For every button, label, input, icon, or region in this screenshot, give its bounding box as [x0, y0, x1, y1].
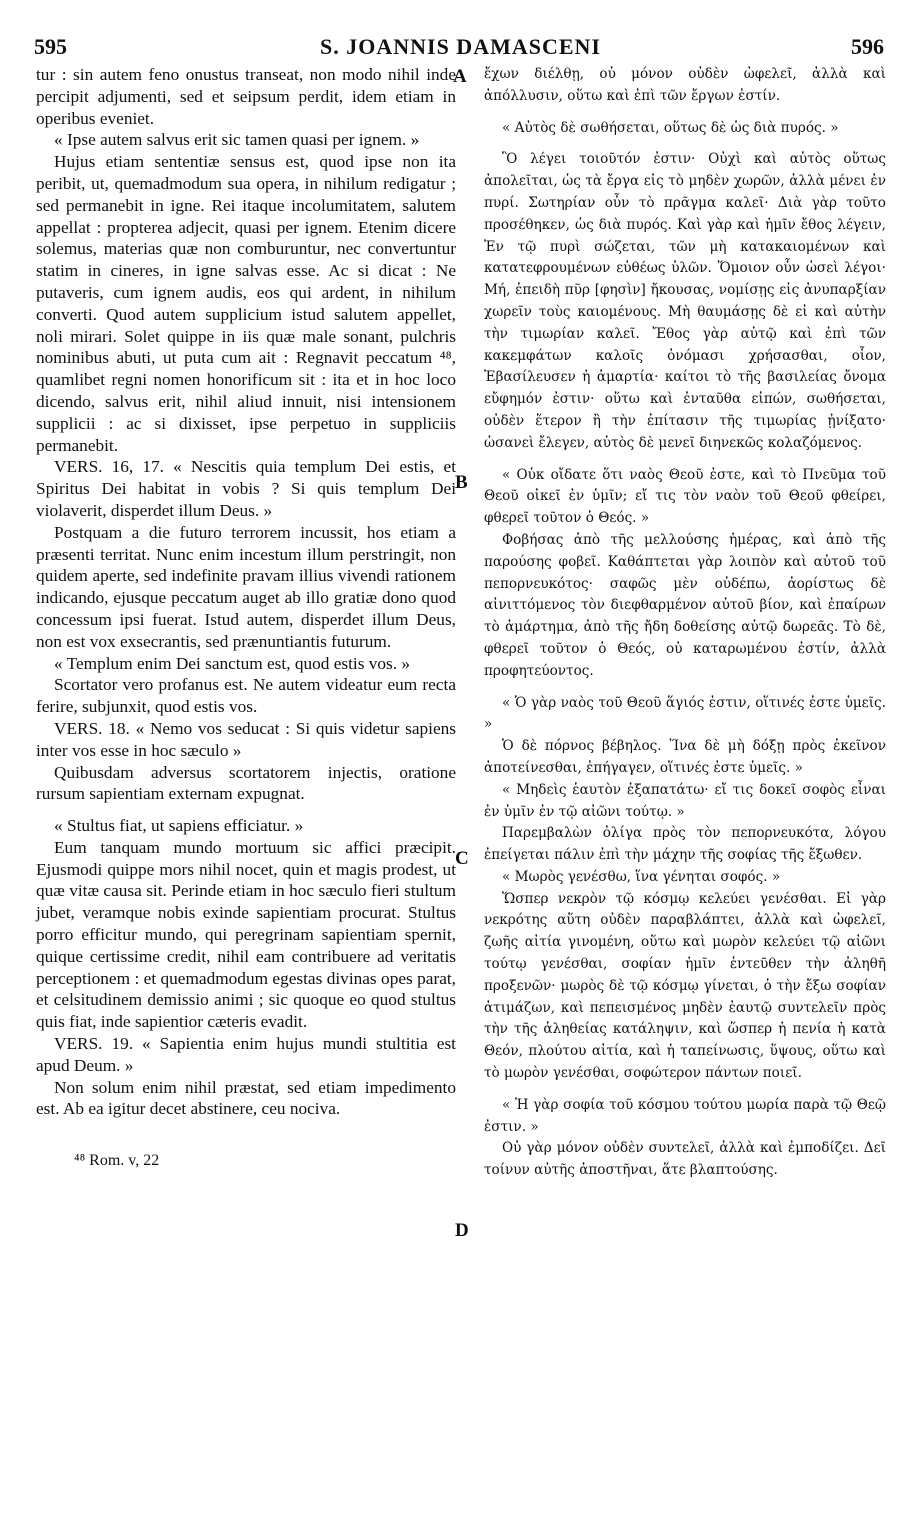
footnote: ⁴⁸ Rom. v, 22: [74, 1152, 160, 1170]
greek-quote: « Οὐκ οἴδατε ὅτι ναὸς Θεοῦ ἐστε, καὶ τὸ Πνεῦμα τοῦ Θεοῦ οἰκεῖ ἐν ὑμῖν; εἴ τις τὸν ναὸν τοῦ Θεοῦ φθείρει, φθερεῖ τοῦτον ὁ Θεός. »: [484, 466, 886, 527]
greek-paragraph: Ὥσπερ νεκρὸν τῷ κόσμῳ κελεύει γενέσθαι. Εἰ γὰρ νεκρότης αὕτη οὐδὲν παραβλάπτει, ἀλλὰ καὶ ὠφελεῖ, ζωῆς αἰτία γινομένη, οὕτω καὶ μωρὸν κελεύει τῷ αἰῶνι τούτῳ γενέσθαι, σοφίαν ἡμῖν ἐντεῦθεν τὴν ἀληθῆ προξενῶν· μωρὸς δὲ τῷ κόσμῳ γίνεται, ὁ τὴν ἔξω σοφίαν ἀτιμάζων, καὶ πεπεισμένος μηδὲν ἑαυτῷ συντελεῖν πρὸς τὴν τῆς ἀληθείας κατάληψιν, καὶ ὥσπερ ἡ πενία ἡ κατὰ Θεόν, πλούτου αἰτία, καὶ ἡ ταπείνωσις, ὕψους, οὕτω καὶ τὸ μωρὸν γενέσθαι, σοφώτερον πάντων ποιεῖ.: [484, 890, 886, 1082]
greek-paragraph: Ὃ λέγει τοιοῦτόν ἐστιν· Οὐχὶ καὶ αὐτὸς οὕτως ἀπολεῖται, ὡς τὰ ἔργα εἰς τὸ μηδὲν χωρῶν, ἀλλὰ μένει ἐν πυρί. Σωτηρίαν οὖν τὸ πρᾶγμα καλεῖ· Διὰ γὰρ τοῦτο προσέθηκεν, ὡς διὰ πυρός. Καὶ γὰρ καὶ ἡμῖν ἔθος λέγειν, Ἐν τῷ πυρὶ σώζεται, τῶν μὴ κατακαιομένων καὶ κατατεφρουμένων εὐθέως ὑλῶν. Ὅμοιον οὖν ὡσεὶ λέγοι· Μή, ἐπειδὴ πῦρ [φησὶν] ἤκουσας, νομίσῃς εἰς ἀνυπαρξίαν χωρεῖν τοὺς καιομένους. Μὴ θαυμάσῃς δὲ εἰ καὶ αὐτὴν τὴν τιμωρίαν καλεῖ. Ἔθος γὰρ αὐτῷ καὶ ἐπὶ τῶν κακεμφάτων καλοῖς ὀνόμασι χρήσασθαι, οἷον, Ἐβασίλευσεν ἡ ἁμαρτία· καίτοι τὸ τῆς βασιλείας ὄνομα εὔφημόν ἐστιν· οὕτω καὶ ἐνταῦθα εἰπών, σωθήσεται, οὐδὲν ἕτερον ἢ τὴν ἐπίτασιν τῆς τιμωρίας ᾐνίξατο· ὡσανεὶ ἔλεγεν, αὐτὸς δὲ μενεῖ διηνεκῶς κολαζόμενος.: [484, 151, 886, 451]
latin-verse-heading: VERS. 18. « Nemo vos seducat : Si quis videtur sapiens inter vos esse in hoc sæculo »: [36, 718, 456, 760]
greek-paragraph: Φοβήσας ἀπὸ τῆς μελλούσης ἡμέρας, καὶ ἀπὸ τῆς παρούσης φοβεῖ. Καθάπτεται γὰρ λοιπὸν καὶ αὐτοῦ τοῦ πεπορνευκότος· σαφῶς μὲν οὐδέπω, ἀορίστως δὲ αἰνιττόμενος τὸν διεφθαρμένον αὐτοῦ βίον, καὶ ἐπαίρων τὸ ἁμάρτημα, ἀπὸ τῆς ἤδη δοθείσης αὐτῷ δωρεᾶς. Τὸ δὲ, φθερεῖ τοῦτον ὁ Θεός, οὐ καταρωμένου ἐστίν, ἀλλὰ προφητεύοντος.: [484, 531, 886, 679]
latin-quote: « Stultus fiat, ut sapiens efficiatur. »: [54, 816, 304, 836]
section-marker-d: D: [455, 1220, 469, 1241]
latin-paragraph: Quibusdam adversus scortatorem injectis, oratione rursum sapientiam externam expugnat.: [36, 762, 456, 804]
latin-paragraph: Eum tanquam mundo mortuum sic affici præcipit. Ejusmodi quippe mors nihil nocet, quin et magis prodest, ut quæ vitæ causa sit. Perinde etiam in hoc sæculo fieri stultum jubet, veramque nobis exinde sapientiam procurat. Stultus porro efficitur mundo, qui peregrinam sapientiam spernit, quique certissime credit, nihil eam contribuere ad veritatis perceptionem : et quemadmodum egestas divinas opes parat, et celsitudinem demissio animi ; sic quoque eo quod stultus quis fiat, inde sapientior cæteris evadit.: [36, 837, 456, 1032]
greek-paragraph: Οὐ γὰρ μόνον οὐδὲν συντελεῖ, ἀλλὰ καὶ ἐμποδίζει. Δεῖ τοίνυν αὐτῆς ἀποστῆναι, ἅτε βλαπτούσης.: [484, 1140, 886, 1179]
greek-quote: « Ὁ γὰρ ναὸς τοῦ Θεοῦ ἅγιός ἐστιν, οἵτινές ἐστε ὑμεῖς. »: [484, 694, 886, 733]
greek-paragraph: Παρεμβαλὼν ὀλίγα πρὸς τὸν πεπορνευκότα, λόγου ἐπείγεται πάλιν ἐπὶ τὴν μάχην τῆς σοφίας τῆς ἔξωθεν.: [484, 825, 886, 864]
latin-quote: « Ipse autem salvus erit sic tamen quasi per ignem. »: [54, 130, 420, 150]
section-marker-a: A: [453, 66, 467, 87]
greek-quote: « Μωρὸς γενέσθω, ἵνα γένηται σοφός. »: [502, 868, 781, 885]
greek-paragraph: Ὁ δὲ πόρνος βέβηλος. Ἵνα δὲ μὴ δόξῃ πρὸς ἐκεῖνον ἀποτείνεσθαι, ἐπήγαγεν, οἵτινές ἐστε ὑμεῖς. »: [484, 738, 886, 776]
latin-quote: « Templum enim Dei sanctum est, quod estis vos. »: [54, 653, 411, 673]
section-marker-b: B: [455, 472, 468, 493]
page-header: [0, 34, 922, 64]
latin-verse-heading: VERS. 16, 17. « Nescitis quia templum Dei estis, et Spiritus Dei habitat in vobis ? Si quis templum Dei violaverit, disperdet illum Deus. »: [36, 457, 456, 520]
greek-paragraph: ἔχων διέλθῃ, οὐ μόνον οὐδὲν ὠφελεῖ, ἀλλὰ καὶ ἀπόλλυσιν, οὕτω καὶ ἐπὶ τῶν ἔργων ἐστίν.: [484, 66, 886, 104]
greek-quote: « Αὐτὸς δὲ σωθήσεται, οὕτως δὲ ὡς διὰ πυρός. »: [502, 119, 839, 136]
greek-quote: « Μηδεὶς ἑαυτὸν ἐξαπατάτω· εἴ τις δοκεῖ σοφὸς εἶναι ἐν ὑμῖν ἐν τῷ αἰῶνι τούτῳ. »: [484, 781, 886, 820]
section-marker-c: C: [455, 848, 469, 869]
latin-paragraph: tur : sin autem feno onustus transeat, non modo nihil inde percipit adjumenti, sed et seipsum perdit, idem etiam in operibus eveniet.: [36, 65, 456, 128]
latin-paragraph: Hujus etiam sententiæ sensus est, quod ipse non ita peribit, ut, quemadmodum sua opera, in nihilum redigatur ; sed permanebit in igne. Rei itaque incolumitatem, salutem appellat : propterea adjecit, quasi per ignem. Etenim dicere solemus, materias quæ non comburuntur, nec convertuntur statim in cineres, in igne salvas esse. Ac si dicat : Ne putaveris, cum ignem audis, eos qui ardent, in nihilum converti. Quod autem supplicium istud salutem appellet, noli mirari. Solet quippe in iis quæ male sonant, pulchris nominibus abuti, ut puta cum ait : Regnavit peccatum ⁴⁸, quamlibet regni nomen honorificum sit : ita et in hoc loco dicendo, salvus erit, nihil aliud innuit, nisi intensionem supplicii : ac si dixisset, ipse perpetuo in suppliciis permanebit.: [36, 152, 456, 455]
running-title: S. JOANNIS DAMASCENI: [320, 34, 601, 59]
latin-paragraph: Scortator vero profanus est. Ne autem videatur eum recta ferire, subjunxit, quod estis vos.: [36, 675, 456, 717]
greek-column: [484, 64, 886, 1182]
latin-verse-heading: VERS. 19. « Sapientia enim hujus mundi stultitia est apud Deum. »: [36, 1034, 456, 1075]
greek-quote: « Ἡ γὰρ σοφία τοῦ κόσμου τούτου μωρία παρὰ τῷ Θεῷ ἐστιν. »: [484, 1096, 886, 1135]
latin-paragraph: Postquam a die futuro terrorem incussit, hos etiam a præsenti territat. Nunc enim incestum illum perstringit, non quidem aperte, sed indefinite pravam illius vivendi rationem indicando, ejusque peccatum auget ab illo gratiæ dono quod concessum ipsi fuerat. Istud autem, disperdet illum Deus, non est vox exsecrantis, sed prænuntiantis futurum.: [36, 522, 456, 651]
page-number-right: 596: [851, 34, 884, 59]
latin-paragraph: Non solum enim nihil præstat, sed etiam impedimento est. Ab ea igitur decet abstinere, ceu nociva.: [36, 1077, 456, 1119]
page-number-left: 595: [34, 34, 67, 59]
latin-column: [36, 64, 456, 1172]
